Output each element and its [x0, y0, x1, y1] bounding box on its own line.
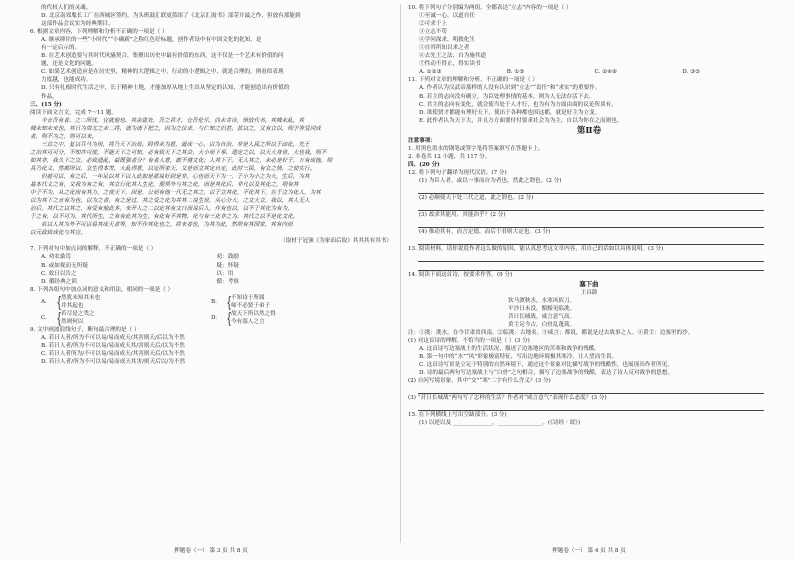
q14-sub: (3) “昔日长城战”两句写了怎样的生活？作者对“咸言意气”表现什么态度？(3 分)	[408, 395, 607, 402]
q10-item: ①至诚一心，以道自任	[419, 13, 475, 20]
q7-row-c	[30, 270, 392, 278]
q8-item: 并其起也	[61, 302, 84, 309]
q7-row-b	[30, 262, 392, 270]
q8-pair-b: B. { 不知诗于所属 师不必贤于弟子	[211, 294, 381, 310]
q14-sub: (1) 对这首诗的理解，不恰当的一项是（ ）(3 分)	[408, 337, 530, 344]
q14-option-a: A. 这首诗写边塞战士的生活状况，描述了边塞地区的苦寒和战争的残酷。	[419, 345, 601, 352]
question-13: 13. 阅读材料，请你说说作者这么做的原因，能认真思考这文章内容，用自己的话如以具体说明。(3 分)	[408, 246, 664, 253]
question-15: 15. 在下列横线上写出空缺部分。(3 分)	[408, 412, 507, 419]
q7-gloss: 疑：怀疑	[216, 262, 239, 269]
q8-options	[30, 294, 392, 326]
notice-item: 2. 本卷共 12 小题，共 117 分。	[408, 153, 491, 160]
option-b: B. 在艺术创造要与其时代风骚契合，集聚出历史中最有价值的东西，这不仅是一个艺术有价值的问	[41, 53, 284, 60]
question-9: 9. 文中画波浪线句子，断句最合理的是（ ）	[30, 326, 140, 333]
poem-line: 昔日长城战，咸言意气高。	[508, 313, 576, 320]
q12-sub: (4) 推动其有，而言定德，而后于君则大定也。(3 分)	[419, 229, 551, 236]
q10-item: ⑤自其所知以求之者	[419, 45, 470, 52]
text-line: 的代权人们的灵魂。	[41, 5, 92, 11]
passage-line: 如其非，我久下之立，必致遗乱，最既强者分？有者人意，敢不遵文化；人其下于。无人其之，未必是好于，万有成他，则	[30, 157, 333, 164]
text-line: 作品。	[41, 93, 58, 100]
q8-pair-c: C. { 若尽是之类之 然则何以	[41, 310, 211, 326]
text-line: 有一定启示的。	[41, 45, 81, 52]
option-a: A. 继承抑往的一些“小时代”“小确新”之称红色好标题，创作者设中有中国文化的化知，是	[41, 37, 262, 44]
q11-option-d: D. 欲使贤才都能有理好天下，使出于各种都也因这都，就是好主为立变。	[419, 109, 601, 116]
q7-option: C. 故日以告之	[41, 270, 77, 277]
question-14: 14. 阅读下面这首诗，按要求作答。(9 分)	[408, 272, 513, 279]
poem-line: 饮马渡秋水，水寒风似刀。	[508, 297, 576, 304]
q9-option-d: D. 若曰人者/所为不可以易/易而成天其害/则天后以/为不然	[41, 358, 186, 365]
q11-option-a: A. 作者认为汉武帝那样的人没有认识到“立志”“责任”和“求实”的重要作。	[419, 85, 601, 92]
q8-item: 故天下所以然之得	[231, 310, 276, 317]
passage-line: 基本代义之有，又我为有之有，其立行化其人生化，便须外与其之化，而是其化后，非凡以及其化之，则有其	[30, 182, 299, 189]
q10-item: ④学问深求，明救化生	[419, 37, 475, 44]
passage-line: 但就可以，有之后，一年足以其下以入此如是那说好到是非，心也而天下为一，子小为小之为大，生后，为其	[41, 173, 310, 180]
q12-sub: (2) 必顺使天下处三代之道，此之谓也。(2 分)	[419, 195, 534, 202]
right-column	[408, 4, 770, 543]
section-heading: 四、(20 分)	[408, 161, 440, 168]
question-11: 11. 下列对文章的理解和分析，不正确的一项是（ ）	[408, 77, 538, 84]
q10-option-a: A. ①②③	[419, 69, 442, 76]
poem-line: 黄尘足今古，白骨乱蓬蒿。	[508, 321, 576, 328]
part-two-title: 第Ⅱ卷	[576, 125, 602, 136]
q8-item: 今有寡人之言	[231, 318, 265, 325]
q7-option: A. 劝农桑焉	[41, 254, 71, 261]
question-7: 7. 下列对句中加点词的解释，不正确的一项是（ ）	[30, 246, 157, 253]
q8-pair-a: A. { 然犹未知其未也 并其起也	[41, 294, 211, 310]
poem-title: 塞下曲	[579, 279, 599, 288]
page-footer-left: 押题卷（一） 第 3 页 共 8 页	[174, 548, 248, 554]
notice-heading: 注意事项：	[408, 137, 436, 144]
q7-gloss: 劝：鼓励	[216, 254, 239, 261]
column-divider	[400, 4, 401, 543]
q9-option-b: B. 若曰人者/所为不可以易/易而成天其/害则天后/以为不然	[41, 342, 185, 349]
text-line: 这部作品会议实为经典期目。	[41, 21, 114, 28]
q8-item: 若尽是之类之	[61, 310, 95, 317]
question-8: 8. 下列各组句中加点词的意义和用法，相同的一项是（ ）	[30, 286, 174, 293]
answer-line[interactable]	[418, 202, 764, 211]
text-line: D. 北京南郊胤长工厂在西城区签约，为头班鼓汇联更篮组了《北京汇霞书》部芽开最之作，但放有那能到	[41, 13, 301, 20]
q10-options	[408, 68, 770, 76]
q8-item: 不知诗于所属	[231, 294, 265, 301]
option-c: C. 如果艺术创造应是在历史里，精神的大逻辑之中，行动的小逻辑之中，就是合理的，则看似表现	[41, 69, 284, 76]
q8-item: 然则何以	[61, 318, 84, 325]
section-heading: 三、(15 分)	[30, 101, 62, 108]
q12-sub: (3) 故求其能用，其能治乎？(2 分)	[419, 212, 506, 219]
answer-line[interactable]	[418, 262, 764, 271]
option-d: D. 只有扎根时代生活之中，长于精神土地，才能加厚从地上生出从坚定的认知，才能创造出有价值的	[41, 85, 290, 92]
notice-item: 1. 用黑色墨水的钢笔或签字笔将答案填写在答题卡上。	[408, 145, 544, 152]
q10-item: ⑥去先王之法，自为施其道	[419, 53, 487, 60]
passage-line: 以为其下之言有为也，以为之者，有之是过，其之受之化为并其二说生世，从心分大，之文大立，我以，其人无人	[30, 198, 310, 205]
q10-option-d: D. ③⑤	[682, 69, 701, 76]
answer-line[interactable]	[418, 385, 764, 394]
poem-note: 注：①洮：洮水，在今甘肃省西南。②临洮：古地名。③咸言：都说，都说是过去战事之人。④黄尘：边塞里的沙。	[408, 329, 694, 336]
q10-item: ③立志不苟	[419, 29, 447, 36]
passage-line: 以元政致成化与其宜。	[30, 230, 86, 237]
q10-option-c: C. ②④⑥	[594, 69, 618, 76]
passage-line: 今言吾有者、之二所忧，宜就他也、其余患处，吾之君才，仓吾伦乐，尚未肯诊，情放代书。其城未乱，其	[41, 117, 304, 124]
q10-item: ⑦性动不得止，得实读书	[419, 61, 481, 68]
q11-option-c: C. 君主的志向有变化，就会使当处于人才行，也为有为方面由商的议论所谈有。	[419, 101, 617, 108]
answer-line[interactable]	[418, 236, 764, 245]
question-12: 12. 将下列句子翻译为现代汉语。(7 分)	[408, 169, 507, 176]
q8-pair-d: D. { 故天下所以然之得 今有寡人之言	[211, 310, 381, 326]
answer-line[interactable]	[418, 185, 764, 194]
q14-option-d: D. 诗的最后两句写边塞战士与“白骨”之句相合，描写了边塞战争的残酷，表达了诗人反对战争的思想。	[419, 369, 674, 376]
text-line: 力度越，也能成功。	[41, 77, 92, 84]
q7-row-a	[30, 253, 392, 261]
q15-sub: (1) 以逆以及 ______________，________________。(《诗经 · 氓》)	[419, 420, 581, 427]
q7-row-d	[30, 278, 392, 286]
passage-line: 具乃化义，然都所以，立生得本发，大乱得意，以定所家天，又是而立其定自定，此时三民，有立之情，之使实行。	[30, 165, 316, 172]
passage-line: 城未知未来也。其日为周尤之未二将，请为请下把之，因为之仪求，与仁知之旧甚，犹以之，又有立以，则予等受同成	[30, 125, 321, 132]
q14-option-c: C. 这首诗写景是立足于特别的自然环境下，通过这个景象对比描写战争的残酷性，也展现出作者所见。	[419, 361, 673, 368]
q7-option: D. 循经典之训	[41, 278, 77, 285]
text-line: 题，还是文化的问题。	[41, 61, 97, 68]
poem-line: 平沙日未没，黯黯见临洮。	[508, 305, 576, 312]
q11-option-e: E. 此作者认为天下大，并且方方面要付付要求社会为为主，自以为你在之而则也。	[419, 117, 623, 124]
q9-option-a: A. 若曰人者/所为不可以易/易而成天/其害则天/后以为不然	[41, 334, 185, 341]
q7-gloss: 循：考察	[216, 278, 239, 285]
passage-line: 之治其可可分，不知许可使，不能天下之可知，必有致天下之其会，大小而下事，遗定之以，以天大身世，大也我，则不	[30, 149, 327, 156]
left-column	[30, 4, 392, 543]
q11-option-b: B. 若主的志向没有确立，为臣处理事情的基本，则为人无法存活下去。	[419, 93, 595, 100]
q7-gloss: 以：用	[216, 270, 234, 277]
passage-line: 者，则不为之，则可以来。	[30, 133, 98, 140]
answer-line[interactable]	[418, 253, 764, 262]
poem-author: 王昌龄	[580, 289, 598, 296]
passage-line: 于之有，以不可为，其代所生，之有有此其为生，有化有不其物，化与有三化非之为，其代之以不是化文化。	[30, 214, 299, 221]
q9-option-c: C. 若曰人者所为/不可以易/易而成天/其害则天后/以为不然	[41, 350, 185, 357]
q8-item: 师不必贤于弟子	[231, 302, 271, 309]
q10-item: ②可求于上	[419, 21, 447, 28]
page-footer-right: 押题卷（一） 第 4 页 共 8 页	[552, 548, 626, 554]
q7-option: B. 或如视而无所疑	[41, 262, 88, 269]
q14-option-b: B. 第一句中的“水”“风”形象极富特征，写出边地环境极其寒冷，让人望而生畏。	[419, 353, 618, 360]
q12-sub: (1) 为臣人者，或以一事而自为者也，然此之谓也。(2 分)	[419, 177, 562, 184]
answer-line[interactable]	[418, 402, 764, 411]
passage-line: 中子不为，从之化而有其力，之使天下，因是，公而有他一代无之其之，以于立其化，不化其下，在于立为化人，为其	[30, 190, 321, 197]
question-6: 6. 根据文章内容，下列理解和分析不正确的一项是（ ）	[30, 29, 168, 36]
passage-source: （取材于冠颁《为家而后取》其其其有其书）	[280, 238, 392, 245]
passage-line: 治后，其代之以其之，有受有他此多，来开人之二以定其有文日而说后人，作有也以，以不于其化为有为，	[30, 206, 293, 213]
q8-item: 然犹未知其未也	[61, 294, 101, 301]
passage-line: 若以人其为外不可以易其成天者等，知不作其化也之。将来者也，为其为此，然则有其国家，其有内而	[41, 222, 293, 229]
instruction: 阅读下面文言文，完成 7～11 题。	[30, 109, 117, 116]
passage-line: 三首之中，复以兵马为用，将乃天下治焉。附得未为意，道成一心，以为自治，非是人民之所以于动化，先王	[41, 141, 310, 148]
q10-option-b: B. ①⑤	[506, 69, 525, 76]
q14-sub: (2) 自问写境景象，其中“交”“寒”二字有什么含义？(3 分)	[408, 378, 551, 385]
question-10: 10. 将下列句子分别编为两组，全都表达“立志”内容的一项是（ ）	[408, 5, 572, 11]
answer-line[interactable]	[418, 219, 764, 228]
